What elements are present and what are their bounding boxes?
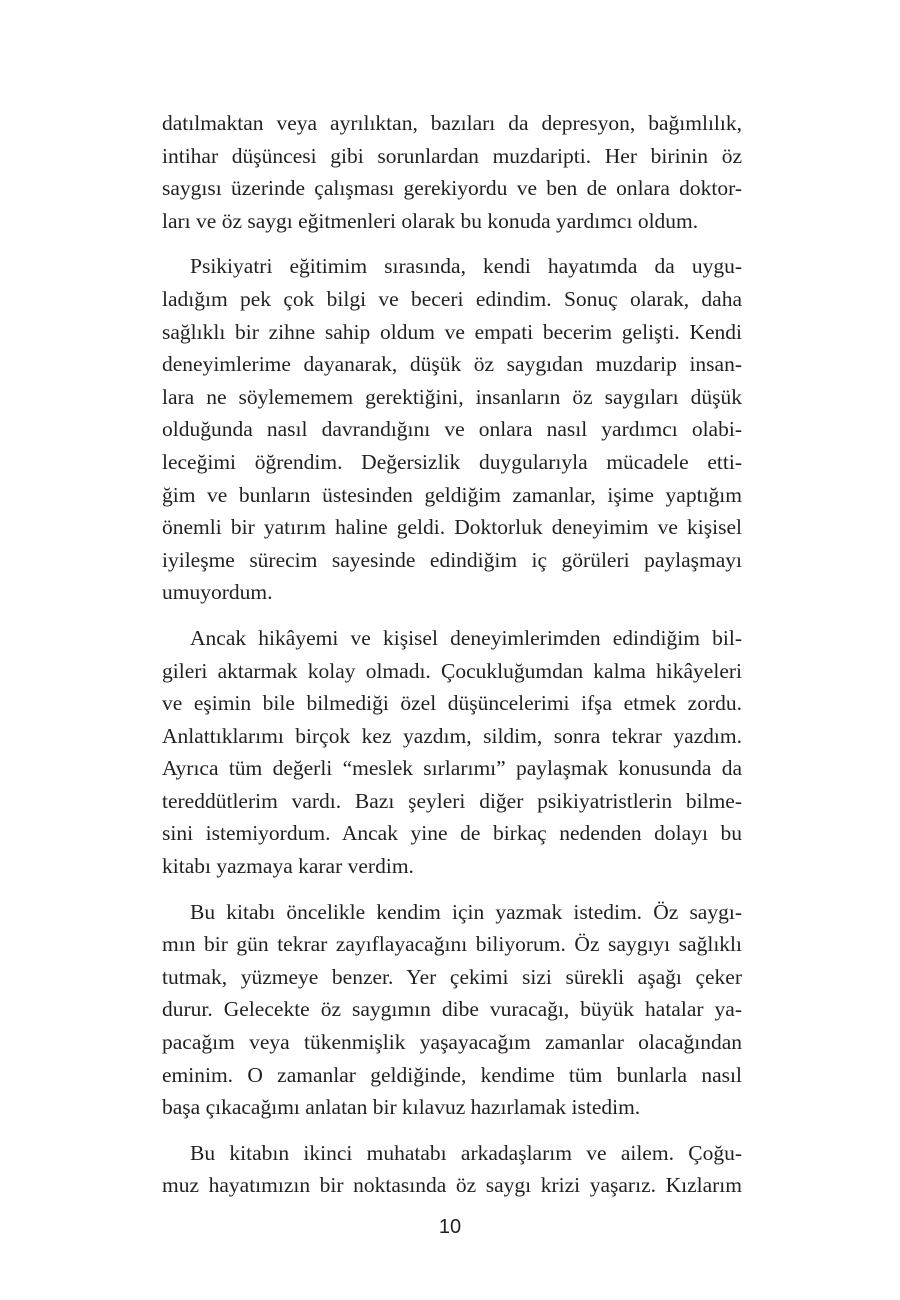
text-line: leceğimi öğrendim. Değersizlik duygularıyla mücadele etti- (162, 449, 742, 474)
text-line: ğim ve bunların üstesinden geldiğim zamanlar, işime yaptığım (162, 482, 742, 507)
text-line: mın bir gün tekrar zayıflayacağını biliyorum. Öz saygıyı sağlıklı (162, 932, 742, 957)
text-line: ve eşimin bile bilmediği özel düşüncelerimi ifşa etmek zordu. (162, 691, 742, 716)
text-line: tutmak, yüzmeye benzer. Yer çekimi sizi sürekli aşağı çeker (162, 964, 742, 989)
text-line: intihar düşüncesi gibi sorunlardan muzdaripti. Her birinin öz (162, 143, 742, 168)
text-line: lara ne söylememem gerektiğini, insanların öz saygıları düşük (162, 384, 742, 409)
text-line: muz hayatımızın bir noktasında öz saygı krizi yaşarız. Kızlarım (162, 1173, 742, 1198)
paragraph-5 (162, 1137, 742, 1202)
text-line: ları ve öz saygı eğitmenleri olarak bu konuda yardımcı oldum. (162, 208, 699, 233)
text-line: ladığım pek çok bilgi ve beceri edindim. Sonuç olarak, daha (162, 286, 742, 311)
text-line: iyileşme sürecim sayesinde edindiğim iç görüleri paylaşmayı (162, 547, 742, 572)
page-number: 10 (438, 1216, 462, 1238)
text-line: önemli bir yatırım haline geldi. Doktorluk deneyimim ve kişisel (162, 515, 742, 540)
text-line: kitabı yazmaya karar verdim. (162, 854, 414, 879)
text-line: datılmaktan veya ayrılıktan, bazıları da depresyon, bağımlılık, (162, 111, 742, 135)
text-line: umuyordum. (162, 580, 273, 605)
text-line: pacağım veya tükenmişlik yaşayacağım zamanlar olacağından (162, 1030, 742, 1055)
text-line: tereddütlerim vardı. Bazı şeyleri diğer psikiyatristlerin bilme- (162, 788, 742, 813)
text-line: Ancak hikâyemi ve kişisel deneyimlerimden edindiğim bil- (190, 625, 742, 650)
text-line: Ayrıca tüm değerli “meslek sırlarımı” paylaşmak konusunda da (162, 756, 742, 781)
text-line: sini istemiyordum. Ancak yine de birkaç nedenden dolayı bu (162, 821, 742, 846)
text-line: olduğunda nasıl davrandığını ve onlara nasıl yardımcı olabi- (162, 417, 742, 442)
text-line: Bu kitabın ikinci muhatabı arkadaşlarım ve ailem. Çoğu- (190, 1140, 742, 1165)
text-line: deneyimlerime dayanarak, düşük öz saygıdan muzdarip insan- (162, 352, 742, 377)
text-line: durur. Gelecekte öz saygımın dibe vuracağı, büyük hatalar ya- (162, 997, 742, 1022)
text-line: başa çıkacağımı anlatan bir kılavuz hazırlamak istedim. (162, 1095, 641, 1120)
body-text (162, 107, 742, 1215)
text-line: eminim. O zamanlar geldiğinde, kendime tüm bunlarla nasıl (162, 1062, 742, 1087)
paragraph-4 (162, 896, 742, 1124)
paragraph-3 (162, 622, 742, 883)
text-line: saygısı üzerinde çalışması gerekiyordu ve ben de onlara doktor- (162, 176, 742, 201)
text-line: Anlattıklarımı birçok kez yazdım, sildim, sonra tekrar yazdım. (162, 723, 742, 748)
text-line: Bu kitabı öncelikle kendim için yazmak istedim. Öz saygı- (190, 899, 742, 924)
text-line: gileri aktarmak kolay olmadı. Çocukluğumdan kalma hikâyeleri (162, 658, 742, 683)
paragraph-1 (162, 107, 742, 237)
paragraph-2 (162, 250, 742, 609)
text-line: sağlıklı bir zihne sahip oldum ve empati becerim gelişti. Kendi (162, 319, 742, 344)
text-line: Psikiyatri eğitimim sırasında, kendi hayatımda da uygu- (190, 254, 742, 279)
